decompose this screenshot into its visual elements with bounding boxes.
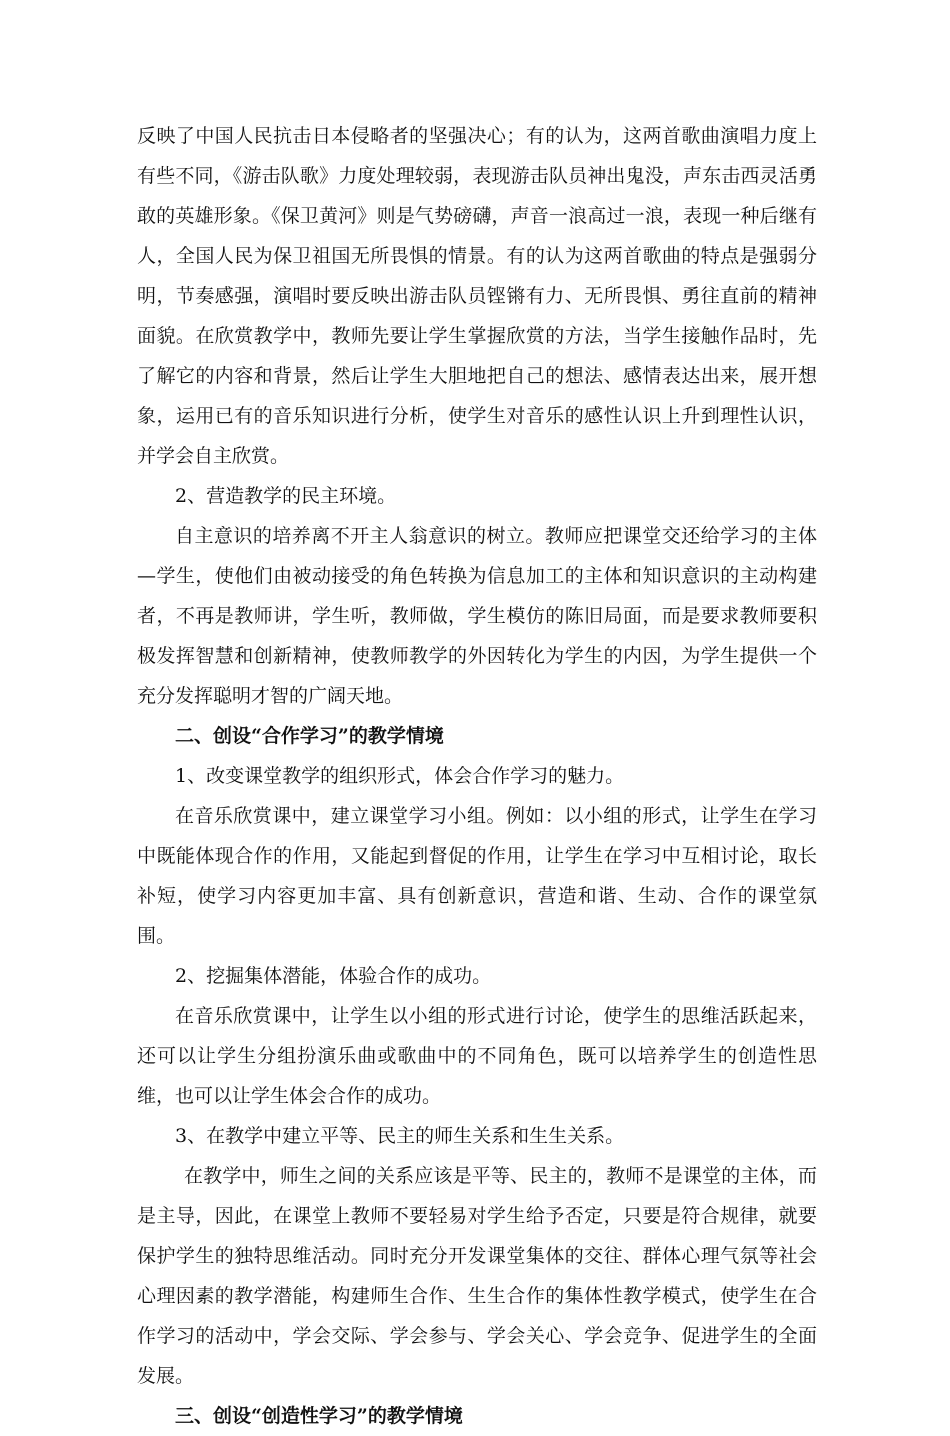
document-page xyxy=(137,116,817,1436)
body-paragraph: 在音乐欣赏课中，让学生以小组的形式进行讨论，使学生的思维活跃起来，还可以让学生分组扮演乐曲或歌曲中的不同角色，既可以培养学生的创造性思维，也可以让学生体会合作的成功。 xyxy=(137,1005,817,1107)
body-paragraph: 反映了中国人民抗击日本侵略者的坚强决心；有的认为，这两首歌曲演唱力度上有些不同，《游击队歌》力度处理较弱，表现游击队员神出鬼没，声东击西灵活勇敢的英雄形象。《保卫黄河》则是气势磅礴，声音一浪高过一浪，表现一种后继有人，全国人民为保卫祖国无所畏惧的情景。有的认为这两首歌曲的特点是强弱分明，节奏感强，演唱时要反映出游击队员铿锵有力、无所畏惧、勇往直前的精神面貌。在欣赏教学中，教师先要让学生掌握欣赏的方法，当学生接触作品时，先了解它的内容和背景，然后让学生大胆地把自己的想法、感情表达出来，展开想象，运用已有的音乐知识进行分析，使学生对音乐的感性认识上升到理性认识，并学会自主欣赏。 xyxy=(137,125,817,467)
body-paragraph: 自主意识的培养离不开主人翁意识的树立。教师应把课堂交还给学习的主体—学生，使他们由被动接受的角色转换为信息加工的主体和知识意识的主动构建者，不再是教师讲，学生听，教师做，学生模仿的陈旧局面，而是要求教师要积极发挥智慧和创新精神，使教师教学的外因转化为学生的内因，为学生提供一个充分发挥聪明才智的广阔天地。 xyxy=(137,525,817,707)
section-heading: 三、创设“创造性学习”的教学情境 xyxy=(175,1405,463,1427)
subsection-heading: 3、在教学中建立平等、民主的师生关系和生生关系。 xyxy=(175,1125,625,1147)
body-paragraph: 在音乐欣赏课中，建立课堂学习小组。例如：以小组的形式，让学生在学习中既能体现合作的作用，又能起到督促的作用，让学生在学习中互相讨论，取长补短，使学习内容更加丰富、具有创新意识，营造和谐、生动、合作的课堂氛围。 xyxy=(137,805,817,947)
section-heading: 二、创设“合作学习”的教学情境 xyxy=(175,725,444,747)
subsection-heading: 2、营造教学的民主环境。 xyxy=(175,485,397,507)
subsection-heading: 2、挖掘集体潜能，体验合作的成功。 xyxy=(175,965,492,987)
subsection-heading: 1、改变课堂教学的组织形式，体会合作学习的魅力。 xyxy=(175,765,625,787)
body-paragraph: 在教学中，师生之间的关系应该是平等、民主的，教师不是课堂的主体，而是主导，因此，在课堂上教师不要轻易对学生给予否定，只要是符合规律，就要保护学生的独特思维活动。同时充分开发课堂集体的交往、群体心理气氛等社会心理因素的教学潜能，构建师生合作、生生合作的集体性教学模式，使学生在合作学习的活动中，学会交际、学会参与、学会关心、学会竞争、促进学生的全面发展。 xyxy=(137,1165,817,1387)
